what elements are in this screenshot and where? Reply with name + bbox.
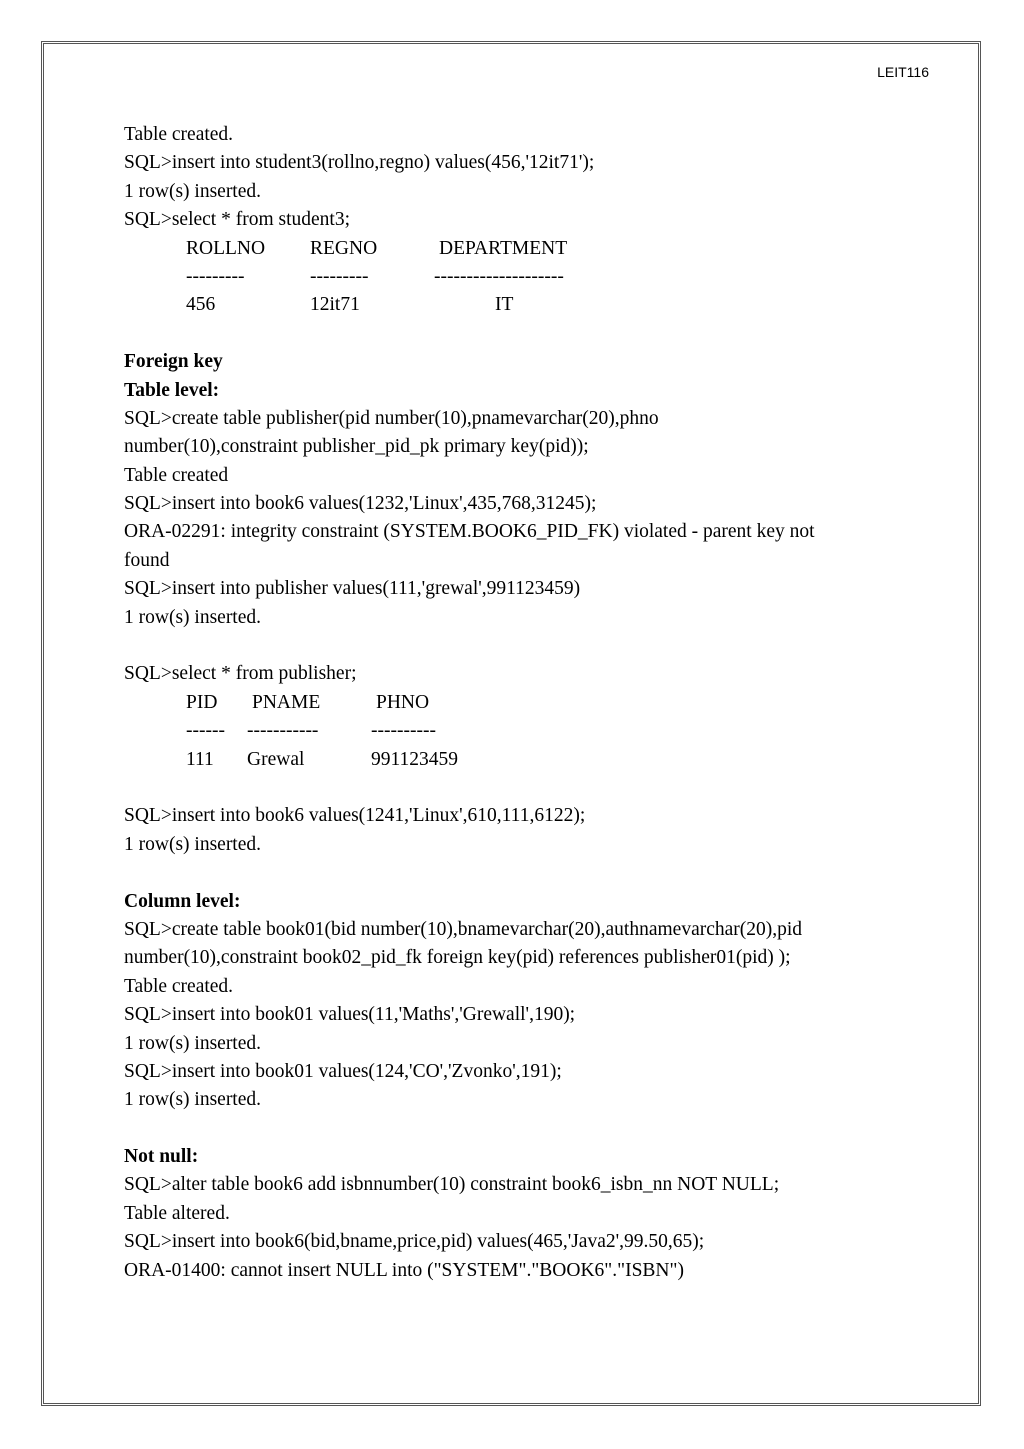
spacer <box>124 320 904 348</box>
error-line: ORA-02291: integrity constraint (SYSTEM.BOOK6_PID_FK) violated - parent key not <box>124 521 815 543</box>
column-header: PID <box>186 691 218 713</box>
sql-line: number(10),constraint book02_pid_fk foreign key(pid) references publisher01(pid) ); <box>124 947 791 969</box>
sql-line: SQL>insert into book6 values(1241,'Linux',610,111,6122); <box>124 805 586 827</box>
text-line: Table created. <box>124 975 234 997</box>
error-line: ORA-01400: cannot insert NULL into ("SYSTEM"."BOOK6"."ISBN") <box>124 1259 684 1281</box>
table-cell: IT <box>495 294 514 316</box>
text-line: 1 row(s) inserted. <box>124 1032 262 1054</box>
sql-line: SQL>insert into book6 values(1232,'Linux',435,768,31245); <box>124 493 597 515</box>
divider-dashes: ---------- <box>371 720 436 742</box>
text-line: Table altered. <box>124 1202 230 1224</box>
sql-line: SQL>insert into book6(bid,bname,price,pid) values(465,'Java2',99.50,65); <box>124 1231 705 1253</box>
error-line: found <box>124 549 170 571</box>
document-body <box>124 121 904 1285</box>
table-cell: Grewal <box>247 748 305 770</box>
column-header: REGNO <box>310 237 378 259</box>
divider-dashes: --------- <box>310 265 369 287</box>
divider-dashes: ------ <box>186 720 225 742</box>
publisher-table-header <box>124 689 904 717</box>
spacer <box>124 1115 904 1143</box>
sql-line: SQL>insert into student3(rollno,regno) values(456,'12it71'); <box>124 152 595 174</box>
sql-line: SQL>alter table book6 add isbnnumber(10) constraint book6_isbn_nn NOT NULL; <box>124 1174 780 1196</box>
student-table-header <box>124 235 904 263</box>
subheading-not-null: Not null: <box>124 1146 199 1168</box>
sql-line: SQL>create table publisher(pid number(10),pnamevarchar(20),phno <box>124 407 659 429</box>
table-row <box>124 746 904 774</box>
text-line: 1 row(s) inserted. <box>124 180 262 202</box>
sql-line: SQL>select * from publisher; <box>124 663 357 685</box>
publisher-table-divider <box>124 717 904 745</box>
sql-line: SQL>insert into publisher values(111,'grewal',991123459) <box>124 578 581 600</box>
column-header: DEPARTMENT <box>439 237 568 259</box>
table-cell: 12it71 <box>310 294 360 316</box>
subheading-column-level: Column level: <box>124 890 241 912</box>
table-cell: 456 <box>186 294 216 316</box>
divider-dashes: ----------- <box>247 720 319 742</box>
table-row <box>124 291 904 319</box>
text-line: Table created <box>124 464 229 486</box>
sql-line: SQL>insert into book01 values(124,'CO','Zvonko',191); <box>124 1060 562 1082</box>
sql-line: SQL>select * from student3; <box>124 209 351 231</box>
publisher-table <box>124 689 904 774</box>
table-cell: 111 <box>186 748 214 770</box>
section-heading-foreign-key: Foreign key <box>124 351 223 373</box>
text-line: 1 row(s) inserted. <box>124 833 262 855</box>
spacer <box>124 859 904 887</box>
sql-line: SQL>create table book01(bid number(10),bnamevarchar(20),authnamevarchar(20),pid <box>124 918 803 940</box>
sql-line: SQL>insert into book01 values(11,'Maths','Grewall',190); <box>124 1004 576 1026</box>
spacer <box>124 632 904 660</box>
spacer <box>124 774 904 802</box>
sql-line: number(10),constraint publisher_pid_pk primary key(pid)); <box>124 436 589 458</box>
subheading-table-level: Table level: <box>124 379 220 401</box>
column-header: PNAME <box>252 691 321 713</box>
column-header: PHNO <box>376 691 430 713</box>
text-line: 1 row(s) inserted. <box>124 606 262 628</box>
table-cell: 991123459 <box>371 748 459 770</box>
divider-dashes: --------- <box>186 265 245 287</box>
student-table-divider <box>124 263 904 291</box>
text-line: Table created. <box>124 124 234 145</box>
page-header-code: LEIT116 <box>877 64 929 80</box>
student-table <box>124 235 904 320</box>
column-header: ROLLNO <box>186 237 266 259</box>
divider-dashes: -------------------- <box>434 265 564 287</box>
text-line: 1 row(s) inserted. <box>124 1089 262 1111</box>
